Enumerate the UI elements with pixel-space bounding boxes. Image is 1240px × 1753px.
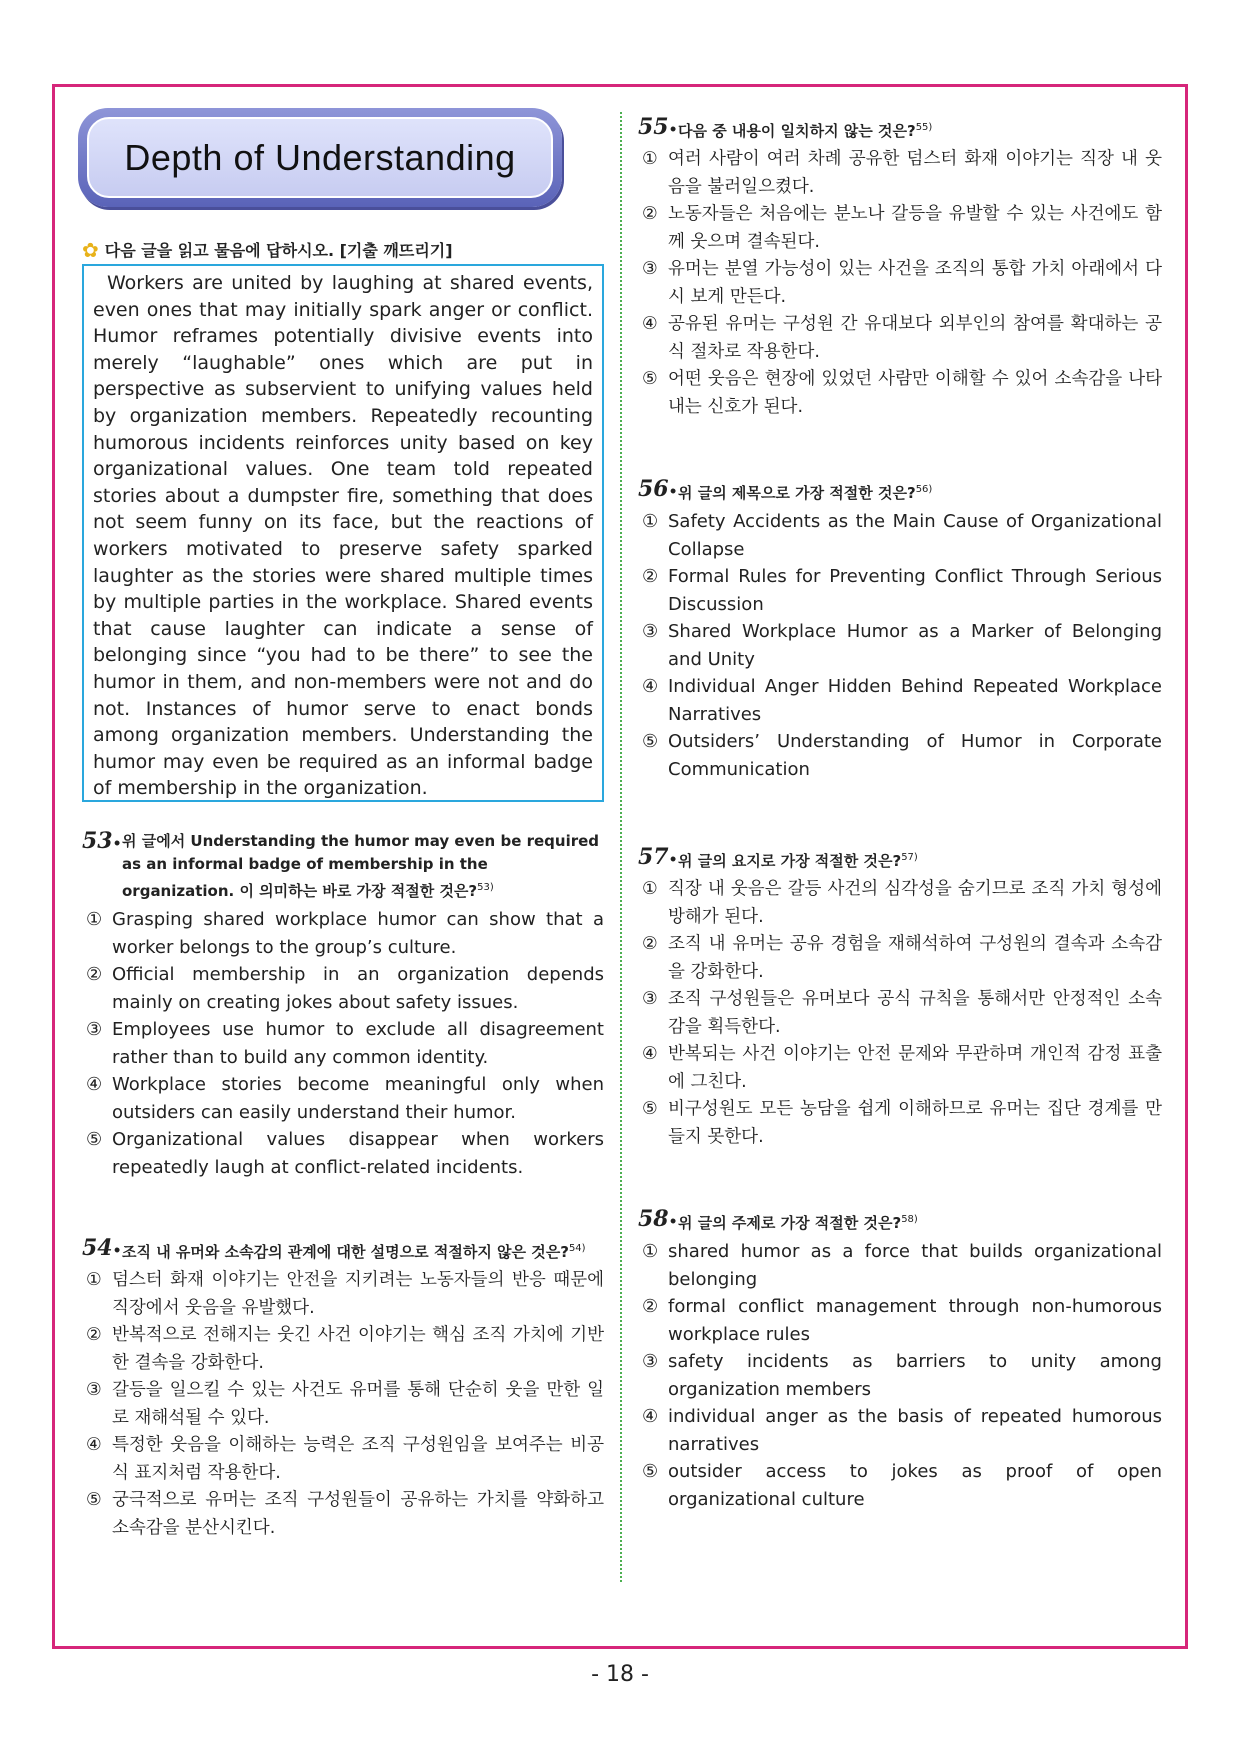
option-marker: ④ bbox=[86, 1435, 102, 1455]
answer-option[interactable] bbox=[638, 986, 1162, 1041]
question-header bbox=[82, 830, 604, 903]
question-number: 57• bbox=[638, 844, 678, 870]
option-text: Outsiders’ Understanding of Humor in Corporate Communication bbox=[668, 731, 1162, 780]
option-text: 반복되는 사건 이야기는 안전 문제와 무관하며 개인적 감정 표출에 그친다. bbox=[668, 1044, 1162, 1092]
question-header bbox=[638, 846, 1162, 873]
answer-option[interactable] bbox=[638, 1096, 1162, 1151]
page-number: - 18 - bbox=[591, 1662, 649, 1687]
option-marker: ⑤ bbox=[86, 1490, 102, 1510]
answer-option[interactable] bbox=[638, 618, 1162, 673]
question-number: 53• bbox=[82, 828, 122, 854]
option-text: safety incidents as barriers to unity among organization members bbox=[668, 1351, 1162, 1400]
answer-option[interactable] bbox=[82, 1071, 604, 1126]
option-text: 반복적으로 전해지는 웃긴 사건 이야기는 핵심 조직 가치에 기반한 결속을 강화한다. bbox=[112, 1325, 604, 1373]
answer-option[interactable] bbox=[638, 366, 1162, 421]
answer-option[interactable] bbox=[638, 1348, 1162, 1403]
option-marker: ⑤ bbox=[642, 1461, 659, 1482]
answer-option[interactable] bbox=[638, 201, 1162, 256]
question-text: 위 글에서 Understanding the humor may even be required as an informal badge of membership in the organization. 이 의미하는 바로 가장 적절한 것은?$^{53)}$ bbox=[122, 832, 600, 900]
answer-option[interactable] bbox=[638, 1458, 1162, 1513]
option-text: shared humor as a force that builds organizational belonging bbox=[668, 1241, 1162, 1290]
question-text: 위 글의 제목으로 가장 적절한 것은?$^{56)}$ bbox=[678, 484, 933, 502]
question-56 bbox=[638, 478, 1162, 783]
option-text: outsider access to jokes as proof of open organizational culture bbox=[668, 1461, 1162, 1510]
answer-option[interactable] bbox=[82, 906, 604, 961]
question-text: 위 글의 주제로 가장 적절한 것은?$^{58)}$ bbox=[678, 1214, 918, 1232]
passage-box bbox=[82, 264, 604, 802]
option-text: 조직 구성원들은 유머보다 공식 규칙을 통해서만 안정적인 소속감을 획득한다. bbox=[668, 989, 1162, 1037]
question-header bbox=[638, 1208, 1162, 1235]
option-text: Shared Workplace Humor as a Marker of Belonging and Unity bbox=[668, 621, 1162, 670]
answer-option[interactable] bbox=[82, 1377, 604, 1432]
question-number: 54• bbox=[82, 1235, 122, 1261]
question-text: 위 글의 요지로 가장 적절한 것은?$^{57)}$ bbox=[678, 852, 918, 870]
answer-option[interactable] bbox=[638, 728, 1162, 783]
question-number: 55• bbox=[638, 114, 678, 140]
option-marker: ② bbox=[642, 934, 658, 954]
option-text: 노동자들은 처음에는 분노나 갈등을 유발할 수 있는 사건에도 함께 웃으며 결속된다. bbox=[668, 204, 1162, 252]
answer-option[interactable] bbox=[82, 1487, 604, 1542]
option-text: 직장 내 웃음은 갈등 사건의 심각성을 숨기므로 조직 가치 형성에 방해가 된다. bbox=[668, 879, 1162, 927]
question-header bbox=[638, 478, 1162, 505]
question-58 bbox=[638, 1208, 1162, 1513]
option-text: 궁극적으로 유머는 조직 구성원들이 공유하는 가치를 약화하고 소속감을 분산시킨다. bbox=[112, 1490, 604, 1538]
option-marker: ④ bbox=[86, 1074, 103, 1095]
option-list bbox=[638, 146, 1162, 421]
option-marker: ④ bbox=[642, 1044, 658, 1064]
answer-option[interactable] bbox=[638, 1403, 1162, 1458]
question-header bbox=[82, 1237, 604, 1264]
answer-option[interactable] bbox=[82, 1267, 604, 1322]
answer-option[interactable] bbox=[638, 256, 1162, 311]
option-marker: ① bbox=[642, 879, 658, 899]
option-marker: ⑤ bbox=[642, 731, 659, 752]
answer-option[interactable] bbox=[638, 931, 1162, 986]
option-marker: ④ bbox=[642, 1406, 659, 1427]
option-list bbox=[82, 906, 604, 1181]
option-text: 유머는 분열 가능성이 있는 사건을 조직의 통합 가치 아래에서 다시 보게 만든다. bbox=[668, 259, 1162, 307]
answer-option[interactable] bbox=[638, 1293, 1162, 1348]
question-text: 다음 중 내용이 일치하지 않는 것은?$^{55)}$ bbox=[678, 122, 933, 140]
answer-option[interactable] bbox=[82, 1322, 604, 1377]
answer-option[interactable] bbox=[638, 876, 1162, 931]
answer-option[interactable] bbox=[638, 311, 1162, 366]
answer-option[interactable] bbox=[638, 146, 1162, 201]
passage-text: Workers are united by laughing at shared events, even ones that may initially spark anger or conflict. Humor reframes potentially divisive events into merely “laughable” ones which are put in perspective as subservient to unifying values held by organization members. Repeatedly recounting humorous incidents reinforces unity based on key organizational values. One team told repeated stories about a dumpster fire, something that does not seem funny on its face, but the reactions of workers motivated to preserve safety sparked laughter as the stories were shared multiple times by multiple parties in the workplace. Shared events that cause laughter can indicate a sense of belonging since “you had to be there” to see the humor in them, and non-members were not and do not. Instances of humor serve to enact bonds among organization members. Understanding the humor may even be required as an informal badge of membership in the organization. bbox=[93, 272, 593, 800]
answer-option[interactable] bbox=[638, 1041, 1162, 1096]
option-text: Safety Accidents as the Main Cause of Organizational Collapse bbox=[668, 511, 1162, 560]
option-text: 여러 사람이 여러 차례 공유한 덤스터 화재 이야기는 직장 내 웃음을 불러일으켰다. bbox=[668, 149, 1162, 197]
option-text: 어떤 웃음은 현장에 있었던 사람만 이해할 수 있어 소속감을 나타내는 신호가 된다. bbox=[668, 369, 1162, 417]
answer-option[interactable] bbox=[638, 1238, 1162, 1293]
option-marker: ③ bbox=[642, 1351, 659, 1372]
answer-option[interactable] bbox=[638, 508, 1162, 563]
option-text: formal conflict management through non-humorous workplace rules bbox=[668, 1296, 1162, 1345]
instruction-text: 다음 글을 읽고 물음에 답하시오. [기출 깨뜨리기] bbox=[104, 241, 453, 260]
option-marker: ② bbox=[86, 1325, 102, 1345]
title-badge bbox=[78, 108, 562, 207]
option-text: 비구성원도 모든 농담을 쉽게 이해하므로 유머는 집단 경계를 만들지 못한다. bbox=[668, 1099, 1162, 1147]
answer-option[interactable] bbox=[638, 563, 1162, 618]
question-header bbox=[638, 116, 1162, 143]
option-marker: ② bbox=[642, 566, 659, 587]
option-marker: ① bbox=[86, 909, 103, 930]
option-marker: ② bbox=[86, 964, 103, 985]
option-text: Grasping shared workplace humor can show that a worker belongs to the group’s culture. bbox=[112, 909, 604, 958]
question-text: 조직 내 유머와 소속감의 관계에 대한 설명으로 적절하지 않은 것은?$^{54)}$ bbox=[122, 1243, 586, 1261]
option-marker: ⑤ bbox=[86, 1129, 103, 1150]
option-marker: ① bbox=[642, 511, 659, 532]
option-marker: ③ bbox=[642, 621, 659, 642]
question-55 bbox=[638, 116, 1162, 421]
option-text: 공유된 유머는 구성원 간 유대보다 외부인의 참여를 확대하는 공식 절차로 작용한다. bbox=[668, 314, 1162, 362]
option-marker: ③ bbox=[642, 989, 658, 1009]
option-text: 갈등을 일으킬 수 있는 사건도 유머를 통해 단순히 웃을 만한 일로 재해석될 수 있다. bbox=[112, 1380, 604, 1428]
instruction bbox=[82, 238, 453, 261]
option-text: Organizational values disappear when workers repeatedly laugh at conflict-related incidents. bbox=[112, 1129, 604, 1178]
option-text: 특정한 웃음을 이해하는 능력은 조직 구성원임을 보여주는 비공식 표지처럼 작용한다. bbox=[112, 1435, 604, 1483]
option-text: Formal Rules for Preventing Conflict Through Serious Discussion bbox=[668, 566, 1162, 615]
option-list bbox=[638, 1238, 1162, 1513]
option-marker: ② bbox=[642, 1296, 659, 1317]
page-title: Depth of Understanding bbox=[124, 136, 516, 178]
option-marker: ③ bbox=[86, 1380, 102, 1400]
option-marker: ② bbox=[642, 204, 658, 224]
question-54 bbox=[82, 1237, 604, 1542]
option-marker: ④ bbox=[642, 676, 659, 697]
option-list bbox=[638, 508, 1162, 783]
question-53 bbox=[82, 830, 604, 1181]
question-57 bbox=[638, 846, 1162, 1151]
option-text: individual anger as the basis of repeated humorous narratives bbox=[668, 1406, 1162, 1455]
option-text: 덤스터 화재 이야기는 안전을 지키려는 노동자들의 반응 때문에 직장에서 웃음을 유발했다. bbox=[112, 1270, 604, 1318]
option-text: Employees use humor to exclude all disagreement rather than to build any common identity. bbox=[112, 1019, 604, 1068]
option-marker: ⑤ bbox=[642, 369, 658, 389]
column-divider bbox=[620, 112, 622, 1582]
answer-option[interactable] bbox=[638, 673, 1162, 728]
option-list bbox=[638, 876, 1162, 1151]
option-marker: ① bbox=[86, 1270, 102, 1290]
option-marker: ① bbox=[642, 149, 658, 169]
option-text: Official membership in an organization depends mainly on creating jokes about safety issues. bbox=[112, 964, 604, 1013]
option-marker: ③ bbox=[642, 259, 658, 279]
title-inner bbox=[87, 117, 553, 198]
question-number: 58• bbox=[638, 1206, 678, 1232]
option-marker: ③ bbox=[86, 1019, 103, 1040]
option-text: Individual Anger Hidden Behind Repeated Workplace Narratives bbox=[668, 676, 1162, 725]
option-marker: ① bbox=[642, 1241, 659, 1262]
option-marker: ④ bbox=[642, 314, 658, 334]
answer-option[interactable] bbox=[82, 961, 604, 1016]
option-text: 조직 내 유머는 공유 경험을 재해석하여 구성원의 결속과 소속감을 강화한다. bbox=[668, 934, 1162, 982]
answer-option[interactable] bbox=[82, 1126, 604, 1181]
option-list bbox=[82, 1267, 604, 1542]
answer-option[interactable] bbox=[82, 1016, 604, 1071]
option-marker: ⑤ bbox=[642, 1099, 658, 1119]
option-text: Workplace stories become meaningful only when outsiders can easily understand their humor. bbox=[112, 1074, 604, 1123]
flower-icon: ✿ bbox=[82, 237, 99, 262]
answer-option[interactable] bbox=[82, 1432, 604, 1487]
question-number: 56• bbox=[638, 476, 678, 502]
